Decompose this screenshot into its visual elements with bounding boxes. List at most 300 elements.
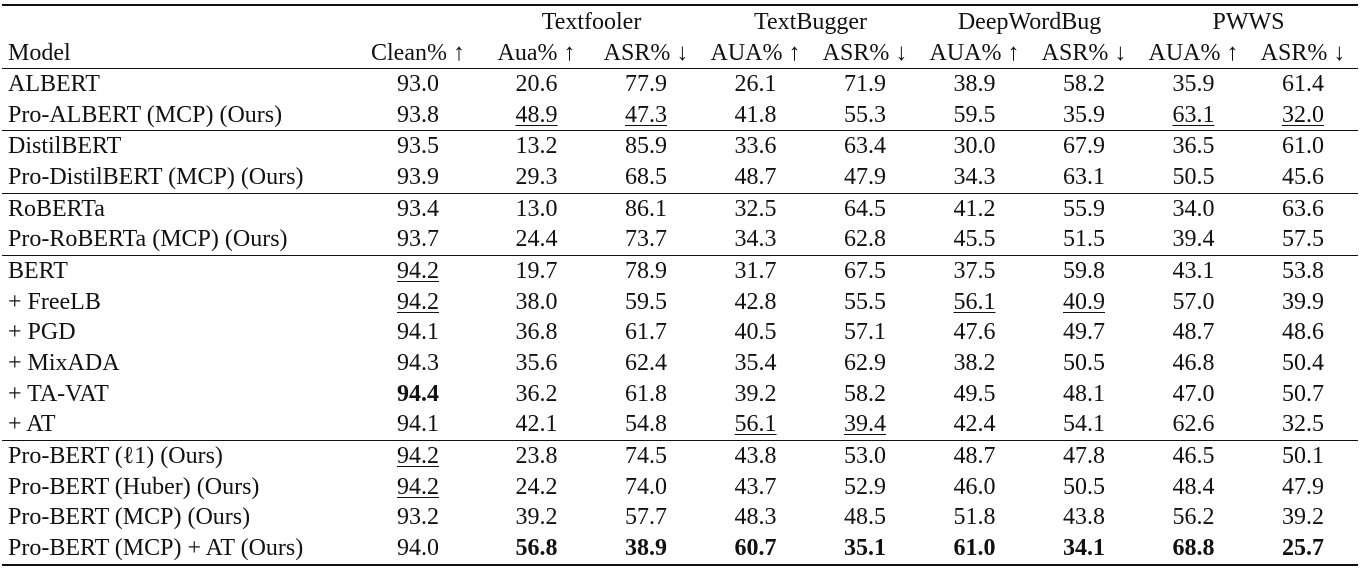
value-text: 48.7: [953, 443, 996, 470]
value-cell: [920, 69, 1029, 100]
value-text: 94.2: [397, 288, 439, 315]
value-cell: [482, 193, 591, 224]
value-text: 59.5: [625, 288, 667, 315]
value-cell: [701, 131, 810, 162]
value-cell: [1248, 193, 1358, 224]
value-cell: [701, 162, 810, 193]
value-text: 54.8: [625, 411, 667, 438]
value-cell: [591, 318, 701, 349]
value-text: 34.1: [1063, 535, 1106, 562]
table-row: [2, 441, 1358, 472]
value-cell: [591, 410, 701, 441]
value-cell: [701, 69, 810, 100]
value-text: 13.0: [515, 195, 558, 222]
model-name-cell: BERT: [2, 256, 354, 287]
value-cell: [591, 193, 701, 224]
value-text: 59.8: [1063, 257, 1106, 284]
table-row: [2, 287, 1358, 318]
value-cell: [1139, 410, 1248, 441]
value-cell: [354, 472, 482, 503]
value-cell: [354, 193, 482, 224]
value-text: 61.0: [1282, 133, 1325, 160]
value-text: 46.8: [1172, 350, 1215, 377]
value-text: 35.1: [844, 535, 887, 562]
value-text: 47.8: [1063, 443, 1106, 470]
model-name-cell: Pro-BERT (MCP) + AT (Ours): [2, 533, 354, 565]
value-cell: [920, 131, 1029, 162]
value-cell: [1139, 131, 1248, 162]
value-cell: [482, 162, 591, 193]
value-text: 48.1: [1063, 380, 1106, 407]
value-cell: [482, 410, 591, 441]
value-cell: [1248, 410, 1358, 441]
value-cell: [482, 441, 591, 472]
value-cell: [591, 348, 701, 379]
value-cell: [1139, 224, 1248, 255]
value-cell: [920, 100, 1029, 131]
column-header: AUA% ↑: [701, 38, 810, 69]
value-text: 54.1: [1063, 411, 1106, 438]
value-cell: [482, 472, 591, 503]
value-cell: [1029, 69, 1139, 100]
value-cell: [920, 318, 1029, 349]
value-cell: [1248, 224, 1358, 255]
column-header: ASR% ↓: [591, 38, 701, 69]
value-text: 35.9: [1172, 70, 1215, 97]
value-cell: [1029, 162, 1139, 193]
value-cell: [482, 100, 591, 131]
value-text: 63.1: [1063, 163, 1106, 190]
model-name-cell: + AT: [8, 411, 56, 438]
value-text: 29.3: [515, 163, 558, 190]
value-text: 68.5: [625, 163, 667, 190]
value-cell: [1248, 69, 1358, 100]
value-cell: [920, 472, 1029, 503]
value-cell: [1139, 69, 1248, 100]
value-cell: [810, 193, 920, 224]
value-text: 74.5: [625, 443, 667, 470]
group-header-pwws: PWWS: [1139, 5, 1358, 38]
value-text: 36.8: [515, 319, 558, 346]
value-cell: [1029, 131, 1139, 162]
value-cell: [1248, 503, 1358, 534]
value-cell: [920, 162, 1029, 193]
value-cell: [1139, 287, 1248, 318]
value-cell: [354, 256, 482, 287]
value-text: 32.0: [1282, 101, 1325, 128]
column-header-row: [2, 38, 1358, 69]
value-text: 32.5: [1282, 411, 1325, 438]
value-text: 43.1: [1172, 257, 1215, 284]
value-cell: [591, 131, 701, 162]
value-text: 47.3: [625, 101, 667, 128]
model-name-cell: Pro-BERT (ℓ1) (Ours): [2, 441, 354, 472]
column-header: AUA% ↑: [920, 38, 1029, 69]
value-text: 86.1: [625, 195, 667, 222]
value-cell: [1139, 348, 1248, 379]
value-cell: [810, 287, 920, 318]
value-cell: [1139, 441, 1248, 472]
value-text: 51.8: [953, 504, 996, 531]
value-cell: [354, 410, 482, 441]
column-header: ASR% ↓: [810, 38, 920, 69]
value-text: 63.4: [844, 133, 887, 160]
value-text: 94.3: [397, 350, 439, 377]
value-text: 19.7: [515, 257, 558, 284]
value-text: 33.6: [734, 133, 777, 160]
value-cell: [701, 193, 810, 224]
value-text: 77.9: [625, 70, 667, 97]
column-header: Model: [2, 38, 354, 69]
value-cell: [701, 410, 810, 441]
value-cell: [701, 287, 810, 318]
value-text: 93.4: [397, 195, 439, 222]
table-row: [2, 224, 1358, 255]
value-text: 43.8: [734, 443, 777, 470]
model-name-cell: + PGD: [8, 319, 76, 346]
value-text: 49.5: [953, 380, 996, 407]
model-name-cell: DistilBERT: [2, 131, 354, 162]
value-text: 93.9: [397, 163, 439, 190]
value-text: 47.0: [1172, 380, 1215, 407]
value-cell: [591, 533, 701, 565]
model-name-cell: ALBERT: [2, 69, 354, 100]
value-text: 39.2: [515, 504, 558, 531]
value-cell: [591, 224, 701, 255]
value-text: 56.1: [953, 288, 996, 315]
value-cell: [1139, 533, 1248, 565]
value-cell: [810, 379, 920, 410]
value-cell: [1139, 193, 1248, 224]
value-text: 52.9: [844, 473, 887, 500]
group-header-textbugger: TextBugger: [701, 5, 920, 38]
value-text: 71.9: [844, 70, 887, 97]
value-cell: [1139, 318, 1248, 349]
model-name-cell: + FreeLB: [8, 288, 101, 315]
value-cell: [354, 69, 482, 100]
table-body: [2, 69, 1358, 566]
value-cell: [1029, 193, 1139, 224]
value-text: 47.9: [844, 163, 887, 190]
value-text: 39.4: [1172, 226, 1215, 253]
value-cell: [482, 533, 591, 565]
value-cell: [354, 379, 482, 410]
value-text: 38.2: [953, 350, 996, 377]
value-text: 46.0: [953, 473, 996, 500]
value-text: 50.5: [1063, 350, 1106, 377]
value-cell: [1248, 472, 1358, 503]
value-cell: [920, 410, 1029, 441]
value-cell: [1139, 379, 1248, 410]
value-text: 25.7: [1282, 535, 1325, 562]
value-text: 67.9: [1063, 133, 1106, 160]
value-cell: [1029, 256, 1139, 287]
value-text: 36.2: [515, 380, 558, 407]
value-cell: [810, 533, 920, 565]
value-text: 35.6: [515, 350, 558, 377]
value-text: 78.9: [625, 257, 667, 284]
model-name-cell: + TA-VAT: [8, 380, 109, 407]
column-header: AUA% ↑: [1139, 38, 1248, 69]
value-text: 94.4: [397, 380, 439, 407]
value-cell: [591, 100, 701, 131]
value-cell: [810, 224, 920, 255]
results-table: [2, 4, 1358, 566]
value-cell: [920, 379, 1029, 410]
value-text: 42.1: [515, 411, 558, 438]
value-text: 48.7: [1172, 319, 1215, 346]
column-header: ASR% ↓: [1029, 38, 1139, 69]
value-cell: [1029, 379, 1139, 410]
value-cell: [701, 472, 810, 503]
value-text: 58.2: [1063, 70, 1106, 97]
value-cell: [810, 503, 920, 534]
column-header: ASR% ↓: [1248, 38, 1358, 69]
value-text: 62.8: [844, 226, 887, 253]
table-row: [2, 472, 1358, 503]
value-text: 93.7: [397, 226, 439, 253]
value-cell: [591, 69, 701, 100]
value-cell: [591, 256, 701, 287]
value-text: 35.4: [734, 350, 777, 377]
value-text: 48.7: [734, 163, 777, 190]
value-text: 47.9: [1282, 473, 1325, 500]
value-text: 20.6: [515, 70, 558, 97]
model-name-cell: Pro-BERT (MCP) (Ours): [8, 504, 251, 531]
value-cell: [920, 533, 1029, 565]
value-cell: [920, 287, 1029, 318]
value-text: 93.8: [397, 101, 439, 128]
value-cell: [591, 287, 701, 318]
value-cell: [591, 441, 701, 472]
value-text: 43.8: [1063, 504, 1106, 531]
value-text: 55.3: [844, 101, 887, 128]
value-cell: [354, 224, 482, 255]
value-cell: [1139, 472, 1248, 503]
value-text: 50.1: [1282, 443, 1325, 470]
value-text: 13.2: [515, 133, 558, 160]
value-cell: [354, 318, 482, 349]
column-header: Clean% ↑: [354, 38, 482, 69]
value-cell: [701, 256, 810, 287]
value-text: 34.0: [1172, 195, 1215, 222]
value-text: 63.6: [1282, 195, 1325, 222]
value-cell: [701, 224, 810, 255]
column-header: Aua% ↑: [482, 38, 591, 69]
value-text: 35.9: [1063, 101, 1106, 128]
model-name-cell: + MixADA: [8, 350, 120, 377]
value-text: 42.4: [953, 411, 996, 438]
value-cell: [701, 379, 810, 410]
value-text: 23.8: [515, 443, 558, 470]
value-cell: [810, 131, 920, 162]
value-cell: [920, 193, 1029, 224]
value-cell: [701, 503, 810, 534]
value-text: 56.2: [1172, 504, 1215, 531]
value-cell: [1029, 348, 1139, 379]
table-row: [2, 69, 1358, 100]
value-text: 34.3: [734, 226, 777, 253]
value-text: 58.2: [844, 380, 887, 407]
value-cell: [1248, 100, 1358, 131]
value-cell: [1029, 441, 1139, 472]
value-text: 34.3: [953, 163, 996, 190]
value-text: 55.5: [844, 288, 887, 315]
value-text: 48.6: [1282, 319, 1325, 346]
value-text: 94.2: [397, 473, 439, 500]
value-cell: [354, 287, 482, 318]
value-cell: [482, 287, 591, 318]
value-text: 24.4: [515, 226, 558, 253]
value-cell: [810, 348, 920, 379]
value-cell: [1029, 287, 1139, 318]
value-text: 39.2: [734, 380, 777, 407]
value-cell: [810, 410, 920, 441]
value-text: 73.7: [625, 226, 667, 253]
value-cell: [1139, 100, 1248, 131]
value-cell: [1029, 318, 1139, 349]
value-text: 55.9: [1063, 195, 1106, 222]
value-text: 93.5: [397, 133, 439, 160]
table-row: [2, 256, 1358, 287]
value-text: 39.2: [1282, 504, 1325, 531]
group-header-textfooler: Textfooler: [482, 5, 701, 38]
value-text: 48.5: [844, 504, 887, 531]
value-text: 32.5: [734, 195, 777, 222]
value-text: 61.7: [625, 319, 667, 346]
value-cell: [482, 503, 591, 534]
value-cell: [920, 441, 1029, 472]
model-name-cell: Pro-BERT (Huber) (Ours): [8, 473, 260, 500]
value-text: 38.0: [515, 288, 558, 315]
value-text: 61.0: [953, 535, 996, 562]
value-cell: [1139, 503, 1248, 534]
value-cell: [354, 533, 482, 565]
group-header-spacer: [354, 5, 482, 38]
value-cell: [354, 348, 482, 379]
value-text: 61.8: [625, 380, 667, 407]
value-cell: [810, 256, 920, 287]
value-text: 49.7: [1063, 319, 1106, 346]
value-cell: [1029, 224, 1139, 255]
value-text: 62.6: [1172, 411, 1215, 438]
value-cell: [1248, 348, 1358, 379]
value-cell: [810, 100, 920, 131]
value-text: 85.9: [625, 133, 667, 160]
value-cell: [591, 472, 701, 503]
value-cell: [1029, 503, 1139, 534]
value-cell: [482, 69, 591, 100]
value-text: 36.5: [1172, 133, 1215, 160]
value-cell: [701, 100, 810, 131]
value-text: 57.0: [1172, 288, 1215, 315]
model-name-cell: RoBERTa: [2, 193, 354, 224]
table-row: [2, 348, 1358, 379]
model-name-cell: Pro-DistilBERT (MCP) (Ours): [8, 163, 304, 190]
group-header-row: [2, 5, 1358, 38]
value-text: 42.8: [734, 288, 777, 315]
value-cell: [701, 348, 810, 379]
table-row: [2, 193, 1358, 224]
value-text: 56.8: [515, 535, 558, 562]
value-cell: [920, 348, 1029, 379]
value-cell: [1248, 162, 1358, 193]
table-row: [2, 100, 1358, 131]
value-text: 62.4: [625, 350, 667, 377]
group-header-deepwordbug: DeepWordBug: [920, 5, 1139, 38]
value-text: 30.0: [953, 133, 996, 160]
value-cell: [810, 441, 920, 472]
value-cell: [810, 472, 920, 503]
value-cell: [1248, 533, 1358, 565]
value-text: 93.0: [397, 70, 439, 97]
value-cell: [1248, 441, 1358, 472]
value-text: 62.9: [844, 350, 887, 377]
value-cell: [1139, 256, 1248, 287]
model-name-cell: Pro-ALBERT (MCP) (Ours): [8, 101, 283, 128]
value-text: 50.5: [1063, 473, 1106, 500]
value-text: 48.9: [515, 101, 558, 128]
value-text: 24.2: [515, 473, 558, 500]
value-text: 39.4: [844, 411, 887, 438]
value-text: 56.1: [734, 411, 777, 438]
value-cell: [1248, 287, 1358, 318]
value-text: 57.7: [625, 504, 667, 531]
value-text: 37.5: [953, 257, 996, 284]
value-cell: [810, 162, 920, 193]
value-cell: [482, 379, 591, 410]
value-cell: [1248, 318, 1358, 349]
value-text: 26.1: [734, 70, 777, 97]
value-cell: [701, 441, 810, 472]
value-text: 74.0: [625, 473, 667, 500]
value-text: 50.4: [1282, 350, 1325, 377]
value-text: 93.2: [397, 504, 439, 531]
value-cell: [591, 379, 701, 410]
value-text: 38.9: [625, 535, 667, 562]
value-text: 94.0: [397, 535, 439, 562]
value-text: 94.1: [397, 411, 439, 438]
table-row: [2, 410, 1358, 441]
value-text: 50.7: [1282, 380, 1325, 407]
value-cell: [920, 224, 1029, 255]
value-text: 64.5: [844, 195, 887, 222]
value-text: 40.5: [734, 319, 777, 346]
value-text: 68.8: [1172, 535, 1215, 562]
value-cell: [810, 318, 920, 349]
value-cell: [354, 441, 482, 472]
value-text: 46.5: [1172, 443, 1215, 470]
value-cell: [354, 503, 482, 534]
value-text: 67.5: [844, 257, 887, 284]
value-text: 60.7: [734, 535, 777, 562]
table-row: [2, 162, 1358, 193]
value-text: 48.4: [1172, 473, 1215, 500]
value-text: 45.5: [953, 226, 996, 253]
value-text: 41.8: [734, 101, 777, 128]
value-cell: [1029, 472, 1139, 503]
value-cell: [354, 131, 482, 162]
value-text: 50.5: [1172, 163, 1215, 190]
value-cell: [1029, 533, 1139, 565]
model-name-cell: Pro-RoBERTa (MCP) (Ours): [8, 226, 288, 253]
table-row: [2, 533, 1358, 565]
value-text: 57.1: [844, 319, 887, 346]
value-cell: [701, 533, 810, 565]
value-cell: [701, 318, 810, 349]
value-text: 94.2: [397, 443, 439, 470]
group-header-spacer: [2, 5, 354, 38]
